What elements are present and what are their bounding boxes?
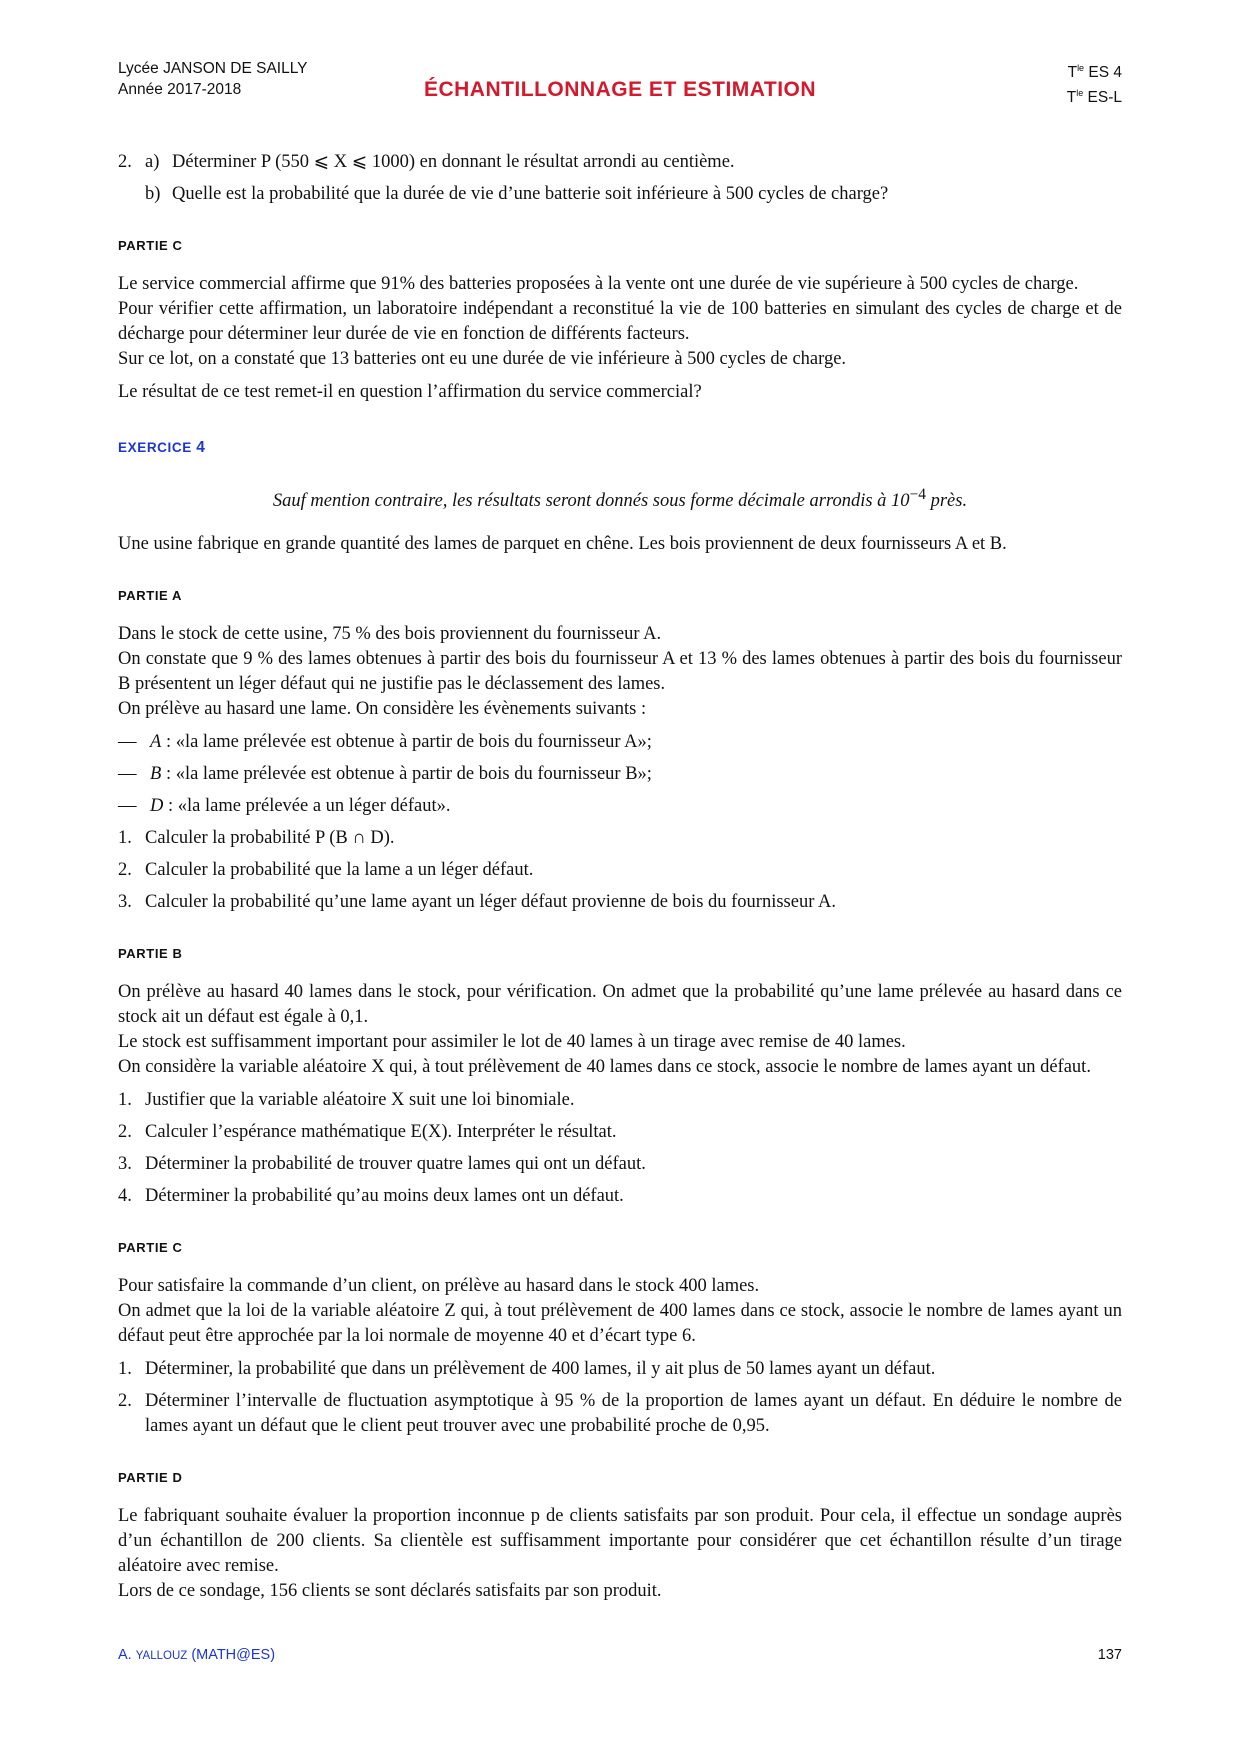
paragraph: Le stock est suffisamment important pour assimiler le lot de 40 lames à un tirage avec remise de 40 lames. [118, 1032, 906, 1053]
school-name: Lycée JANSON DE SAILLY [118, 60, 308, 77]
paragraph: On admet que la loi de la variable aléatoire Z qui, à tout prélèvement de 400 lames dans ce stock, associe le nombre de lames ayant un défaut peut être approchée par la loi normale de moyenne 40 et d’écart type 6. [118, 1301, 1122, 1347]
paragraph: Sur ce lot, on a constaté que 13 batteries ont eu une durée de vie inférieure à 500 cycles de charge. [118, 349, 847, 369]
list-item: 2. Calculer l’espérance mathématique E(X). Interpréter le résultat. [118, 1122, 617, 1143]
section-heading: PARTIE A [118, 588, 183, 604]
list-item: — A : «la lame prélevée est obtenue à partir de bois du fournisseur A»; [118, 732, 652, 753]
question-2b-text: Quelle est la probabilité que la durée de vie d’une batterie soit inférieure à 500 cycles de charge? [172, 184, 889, 204]
list-item: 2. Déterminer l’intervalle de fluctuation asymptotique à 95 % de la proportion de lames ayant un défaut. En déduire le nombre de lames ayant un défaut que le client peut trouver avec une probabilité proche de 0,95. [118, 1391, 1122, 1437]
list-item: 1. Déterminer, la probabilité que dans un prélèvement de 400 lames, il y ait plus de 50 lames ayant un défaut. [118, 1359, 936, 1380]
question-2a: a) Déterminer P (550 ⩽ X ⩽ 1000) en donnant le résultat arrondi au centième. [145, 152, 735, 172]
class-label-2: $T^{le}$ ES-L [1066, 88, 1122, 107]
exercise-heading: EXERCICE 4 [118, 439, 206, 456]
question-2: 2. a) Déterminer P (550 ⩽ X ⩽ 1000) en donnant le résultat arrondi au centième. b) Quelle est la probabilité que la durée de vie d’une batterie soit inférieure à 500 cycles de charge? [118, 150, 1122, 207]
class-label-1: $T^{le}$ ES 4 [1067, 63, 1122, 82]
paragraph: On prélève au hasard une lame. On considère les évènements suivants : [118, 699, 647, 720]
paragraph: On constate que 9 % des lames obtenues à partir des bois du fournisseur A et 13 % des lames obtenues à partir des bois du fournisseur B présentent un léger défaut qui ne justifie pas le déclassement des lames. [118, 649, 1122, 695]
list-item: — D : «la lame prélevée a un léger défaut». [118, 796, 451, 817]
paragraph: Dans le stock de cette usine, 75 % des bois proviennent du fournisseur A. [118, 624, 662, 645]
paragraph: Lors de ce sondage, 156 clients se sont déclarés satisfaits par son produit. [118, 1581, 662, 1602]
page-number: 137 [1097, 1647, 1122, 1663]
paragraph: On considère la variable aléatoire X qui, à tout prélèvement de 40 lames dans ce stock, associe le nombre de lames ayant un défaut. [118, 1057, 1091, 1078]
list-item: — B : «la lame prélevée est obtenue à partir de bois du fournisseur B»; [118, 764, 652, 785]
rounding-note: Sauf mention contraire, les résultats seront donnés sous forme décimale arrondis à $10^{-4}$ près. [272, 486, 968, 512]
list-item: 4. Déterminer la probabilité qu’au moins deux lames ont un défaut. [118, 1186, 624, 1207]
paragraph: Le fabriquant souhaite évaluer la proportion inconnue p de clients satisfaits par son produit. Pour cela, il effectue un sondage auprès d’un échantillon de 200 clients. Sa clientèle est suffisamment importante pour considérer que cet échantillon résulte d’un tirage aléatoire avec remise. [118, 1506, 1122, 1577]
page-title: ÉCHANTILLONNAGE ET ESTIMATION [423, 78, 817, 101]
paragraph: Pour satisfaire la commande d’un client, on prélève au hasard dans le stock 400 lames. [118, 1276, 760, 1297]
section-heading: PARTIE C [118, 1240, 183, 1256]
header-right [1067, 58, 1122, 108]
paragraph: On prélève au hasard 40 lames dans le stock, pour vérification. On admet que la probabilité qu’une lame prélevée au hasard dans ce stock ait un défaut est égale à 0,1. [118, 982, 1122, 1028]
list-item: 1. Justifier que la variable aléatoire X suit une loi binomiale. [118, 1090, 575, 1111]
paragraph: Pour vérifier cette affirmation, un laboratoire indépendant a reconstitué la vie de 100 batteries en simulant des cycles de charge et de décharge pour déterminer leur durée de vie en fonction de différents facteurs. [118, 299, 1122, 344]
list-item: 3. Calculer la probabilité qu’une lame ayant un léger défaut provienne de bois du fournisseur A. [118, 892, 836, 913]
section-heading: PARTIE D [118, 1470, 183, 1486]
section-heading: PARTIE C [118, 238, 183, 253]
question-2b: b) Quelle est la probabilité que la durée de vie d’une batterie soit inférieure à 500 cycles de charge? [145, 184, 889, 204]
footer-author: A. YALLOUZ (MATH@ES) [118, 1647, 276, 1663]
paragraph: Le service commercial affirme que 91% des batteries proposées à la vente ont une durée de vie supérieure à 500 cycles de charge. [118, 274, 1079, 294]
section-heading: PARTIE B [118, 946, 183, 962]
question-2a-text: Déterminer P (550 ⩽ X ⩽ 1000) en donnant le résultat arrondi au centième. [172, 152, 735, 172]
paragraph: Le résultat de ce test remet-il en question l’affirmation du service commercial? [118, 382, 702, 402]
main-content [118, 150, 1122, 1604]
list-item: 1. Calculer la probabilité P (B ∩ D). [118, 828, 395, 849]
list-item: 3. Déterminer la probabilité de trouver quatre lames qui ont un défaut. [118, 1154, 646, 1175]
list-item: 2. Calculer la probabilité que la lame a un léger défaut. [118, 860, 534, 881]
paragraph: Une usine fabrique en grande quantité des lames de parquet en chêne. Les bois proviennent de deux fournisseurs A et B. [118, 534, 1007, 555]
school-year: Année 2017-2018 [118, 81, 242, 98]
